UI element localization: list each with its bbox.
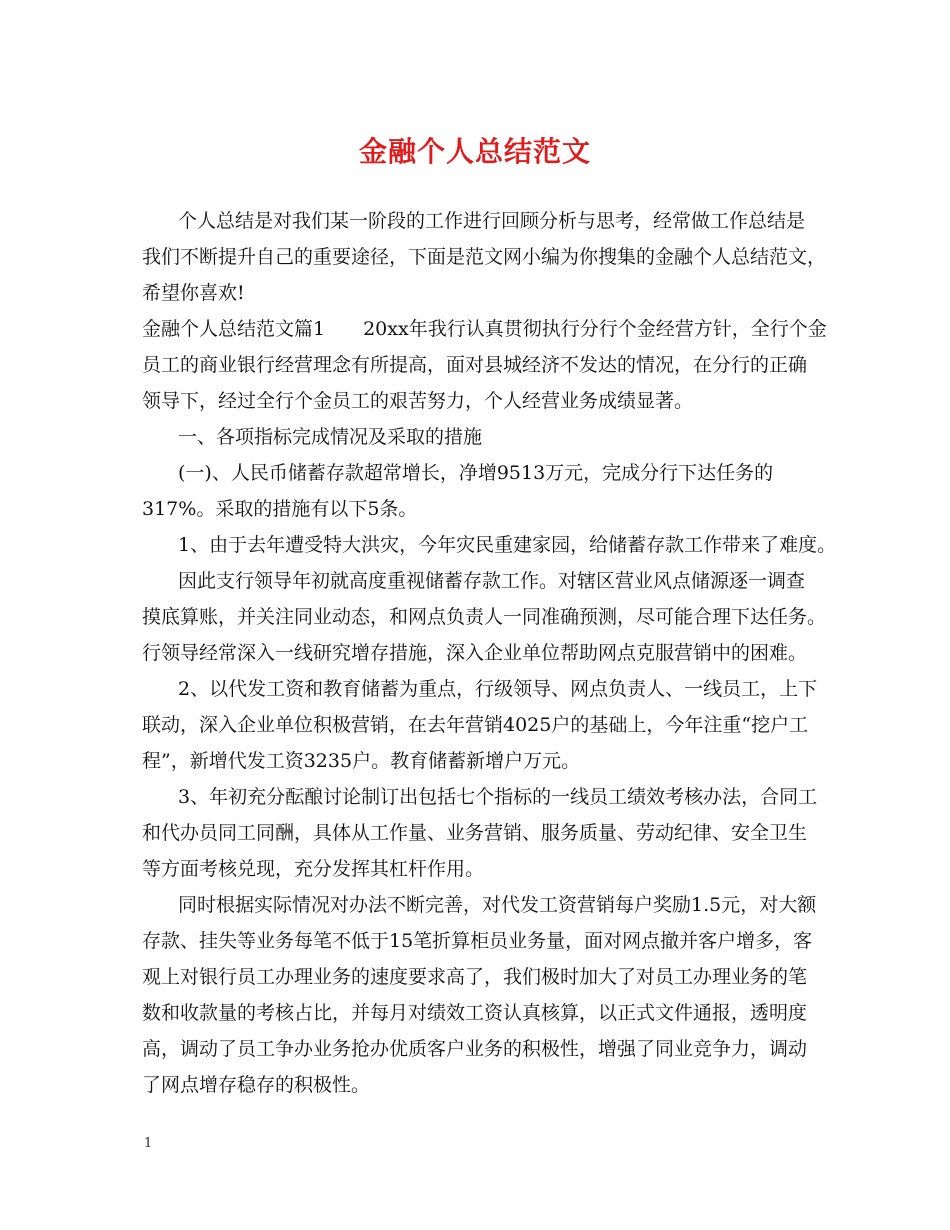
body-line: 希望你喜欢! <box>142 282 245 304</box>
body-line: 因此支行领导年初就高度重视储蓄存款工作。对辖区营业风点储源逐一调查 <box>178 570 806 592</box>
body-line: (一)、人民币储蓄存款超常增长，净增9513万元，完成分行下达任务的 <box>178 462 774 484</box>
body-line: 观上对银行员工办理业务的速度要求高了，我们极时加大了对员工办理业务的笔 <box>142 966 808 988</box>
body-line: 员工的商业银行经营理念有所提高，面对县城经济不发达的情况，在分行的正确 <box>142 354 808 376</box>
body-line: 金融个人总结范文篇1 20xx年我行认真贯彻执行分行个金经营方针，全行个金 <box>142 318 827 340</box>
body-line: 1、由于去年遭受特大洪灾，今年灾民重建家园，给储蓄存款工作带来了难度。 <box>178 534 837 556</box>
body-line: 个人总结是对我们某一阶段的工作进行回顾分析与思考，经常做工作总结是 <box>178 210 806 232</box>
body-line: 高，调动了员工争办业务抢办优质客户业务的积极性，增强了同业竞争力，调动 <box>142 1038 808 1060</box>
body-line: 行领导经常深入一线研究增存措施，深入企业单位帮助网点克服营销中的困难。 <box>142 642 808 664</box>
body-line: 领导下，经过全行个金员工的艰苦努力，个人经营业务成绩显著。 <box>142 390 694 412</box>
body-line: 同时根据实际情况对办法不断完善，对代发工资营销每户奖励1.5元，对大额 <box>178 894 817 916</box>
body-line: 程”，新增代发工资3235户。教育储蓄新增户万元。 <box>142 750 581 772</box>
body-line: 等方面考核兑现，充分发挥其杠杆作用。 <box>142 858 485 880</box>
page-number: 1 <box>144 1136 153 1151</box>
body-line: 我们不断提升自己的重要途径，下面是范文网小编为你搜集的金融个人总结范文， <box>142 246 827 268</box>
body-line: 摸底算账，并关注同业动态，和网点负责人一同准确预测，尽可能合理下达任务。 <box>142 606 827 628</box>
body-line: 317%。采取的措施有以下5条。 <box>142 498 418 520</box>
body-line: 联动，深入企业单位积极营销，在去年营销4025户的基础上，今年注重“挖户工 <box>142 714 809 736</box>
body-line: 存款、挂失等业务每笔不低于15笔折算柜员业务量，面对网点撤并客户增多，客 <box>142 930 813 952</box>
body-line: 2、以代发工资和教育储蓄为重点，行级领导、网点负责人、一线员工，上下 <box>178 678 818 700</box>
body-line: 了网点增存稳存的积极性。 <box>142 1074 371 1096</box>
section-heading: 一、各项指标完成情况及采取的措施 <box>178 426 483 448</box>
document-title: 金融个人总结范文 <box>358 135 591 168</box>
body-line: 和代办员同工同酬，具体从工作量、业务营销、服务质量、劳动纪律、安全卫生 <box>142 822 808 844</box>
body-line: 3、年初充分酝酿讨论制订出包括七个指标的一线员工绩效考核办法，合同工 <box>178 786 818 808</box>
body-line: 数和收款量的考核占比，并每月对绩效工资认真核算，以正式文件通报，透明度 <box>142 1002 808 1024</box>
